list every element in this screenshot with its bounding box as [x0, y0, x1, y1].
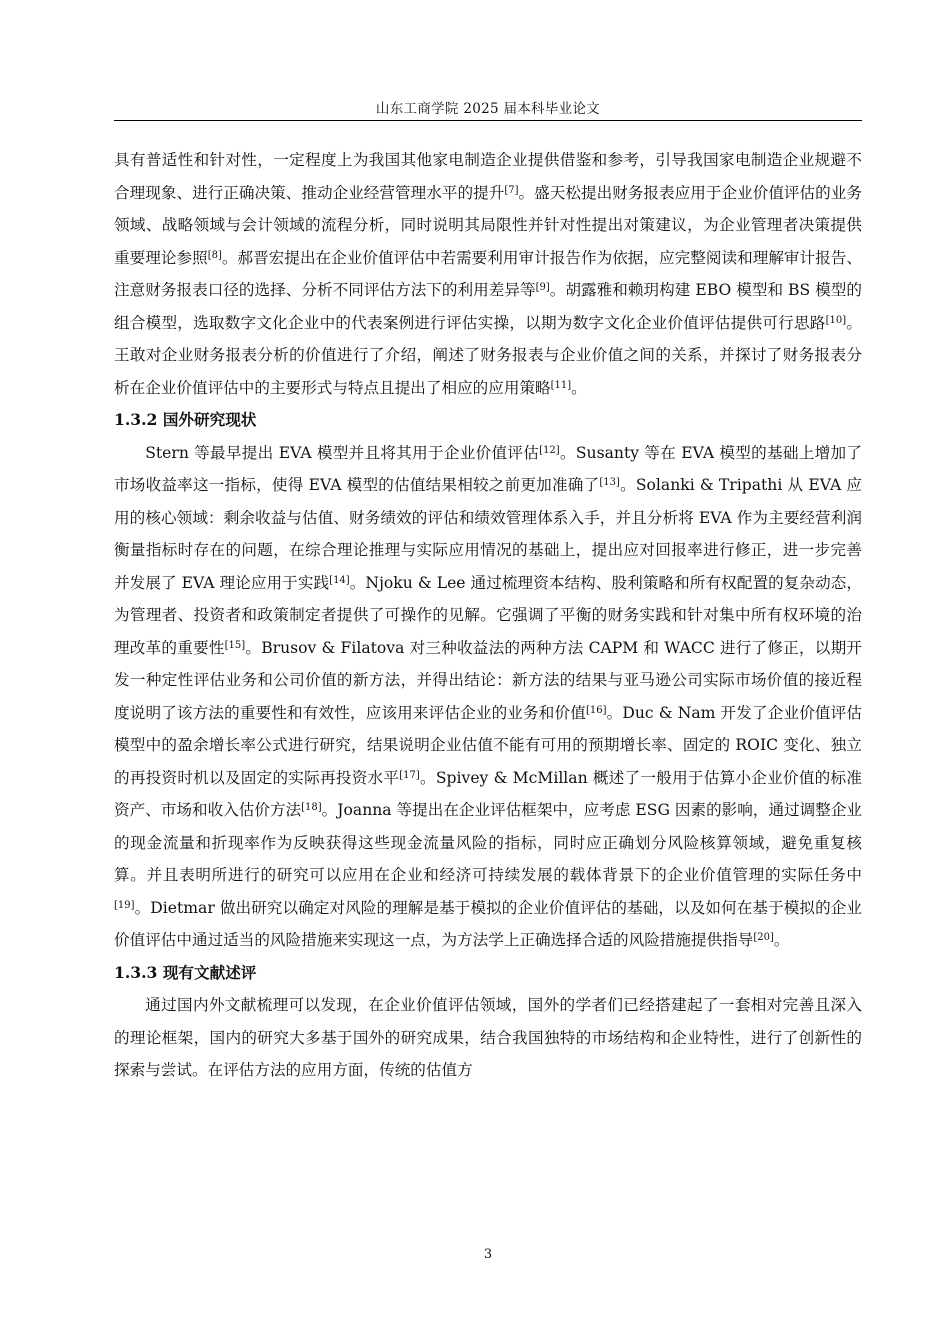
citation-ref: [12]: [539, 444, 560, 456]
citation-ref: [18]: [301, 802, 322, 813]
text-run: 。Susanty 等在 EVA 模型的基础上增加了市场收益率这一指标，使得 EVA 模型的估值结果相较之前更加准确了: [114, 443, 862, 494]
text-run: 具有普适性和针对性，一定程度上为我国其他家电制造企业提供借鉴和参考，引导我国家电制造企业规避不合理现象、进行正确决策、推动企业经营管理水平的提升: [114, 151, 862, 202]
citation-ref: [11]: [550, 379, 572, 391]
paragraph-domestic-review-continued: [114, 144, 862, 404]
section-heading-1-3-2: 1.3.2 国外研究现状: [114, 410, 257, 429]
page-body: [114, 144, 862, 1087]
text-run: 。Njoku & Lee 通过梳理资本结构、股利策略和所有权配置的复杂动态，为管理者、投资者和政策制定者提供了可操作的见解。它强调了平衡的财务实践和针对集中所有权环境的治理改革的重要性: [114, 573, 862, 657]
text-run: 。王敢对企业财务报表分析的价值进行了介绍，阐述了财务报表与企业价值之间的关系，并探讨了财务报表分析在企业价值评估中的主要形式与特点且提出了相应的应用策略: [114, 313, 862, 397]
text-run: 。郝晋宏提出在企业价值评估中若需要利用审计报告作为依据，应完整阅读和理解审计报告、注意财务报表口径的选择、分析不同评估方法下的利用差异等: [114, 248, 862, 299]
running-header: 山东工商学院 2025 届本科毕业论文: [375, 101, 601, 117]
citation-ref: [13]: [599, 477, 620, 488]
citation-ref: [10]: [825, 314, 847, 326]
header-rule: [114, 120, 862, 121]
citation-ref: [9]: [535, 282, 550, 293]
text-run: 。Brusov & Filatova 对三种收益法的两种方法 CAPM 和 WACC 进行了修正，以期开发一种定性评估业务和公司价值的新方法，并得出结论：新方法的结果与亚马逊公司实际市场价值的接近程度说明了该方法的重要性和有效性，应该用来评估企业的业务和价值: [114, 638, 862, 722]
citation-ref: [14]: [329, 574, 350, 586]
text-run: 。: [571, 378, 587, 397]
text-run: 。: [773, 931, 790, 949]
text-run: Stern 等最早提出 EVA 模型并且将其用于企业价值评估: [145, 443, 540, 462]
text-run: 。Spivey & McMillan 概述了一般用于估算小企业价值的标准资产、市场和收入估价方法: [114, 768, 862, 819]
text-run: 。Duc & Nam 开发了企业价值评估模型中的盈余增长率公式进行研究，结果说明企业估值不能有可用的预期增长率、固定的 ROIC 变化、独立的再投资时机以及固定的实际再投资水平: [114, 703, 862, 787]
citation-ref: [7]: [504, 184, 519, 196]
text-run: 。Solanki & Tripathi 从 EVA 应用的核心领域：剩余收益与估值、财务绩效的评估和绩效管理体系入手，并且分析将 EVA 作为主要经营利润衡量指标时存在的问题，在综合理论推理与实际应用情况的基础上，提出应对回报率进行修正，进一步完善并发展了 EVA 理论应用于实践: [114, 476, 863, 592]
paragraph-foreign-research: [114, 437, 862, 957]
citation-ref: [8]: [207, 249, 222, 261]
page-number: 3: [483, 1247, 493, 1262]
citation-ref: [20]: [753, 932, 774, 943]
citation-ref: [17]: [399, 769, 420, 781]
text-run: 。Dietmar 做出研究以确定对风险的理解是基于模拟的企业价值评估的基础，以及如何在基于模拟的企业价值评估中通过适当的风险措施来实现这一点，为方法学上正确选择合适的风险措施提供指导: [114, 898, 862, 949]
text-run: 。胡露雅和赖玥构建 EBO 模型和 BS 模型的组合模型，选取数字文化企业中的代表案例进行评估实操，以期为数字文化企业价值评估提供可行思路: [114, 281, 862, 332]
text-run: 。盛天松提出财务报表应用于企业价值评估的业务领域、战略领域与会计领域的流程分析，同时说明其局限性并针对性提出对策建议，为企业管理者决策提供重要理论参照: [114, 183, 862, 267]
citation-ref: [16]: [585, 704, 607, 716]
section-heading-1-3-3: 1.3.3 现有文献述评: [114, 962, 257, 982]
paragraph-literature-commentary: 通过国内外文献梳理可以发现，在企业价值评估领域，国外的学者们已经搭建起了一套相对完善且深入的理论框架，国内的研究大多基于国外的研究成果，结合我国独特的市场结构和企业特性，进行了创新性的探索与尝试。在评估方法的应用方面，传统的估值方: [114, 996, 862, 1079]
citation-ref: [15]: [224, 639, 246, 651]
text-run: 。Joanna 等提出在企业评估框架中，应考虑 ESG 因素的影响，通过调整企业的现金流量和折现率作为反映获得这些现金流量风险的指标，同时应正确划分风险核算领域，避免重复核算。并且表明所进行的研究可以应用在企业和经济可持续发展的载体背景下的企业价值管理的实际任务中: [114, 801, 863, 884]
citation-ref: [19]: [114, 899, 135, 911]
